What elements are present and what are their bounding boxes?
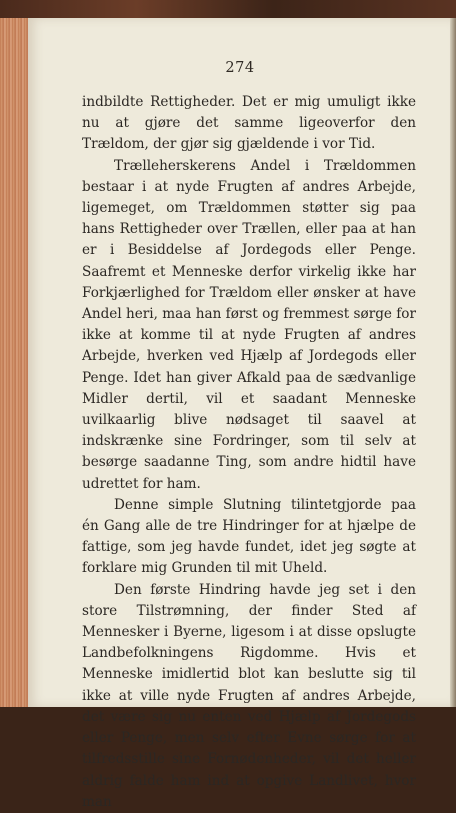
book-top-edge [0,0,456,20]
page-number: 274 [225,60,255,76]
book-page-stack [0,18,30,707]
paragraph-2: Trælleherskerens Andel i Trældommen bestaar i at nyde Frugten af andres Arbejde, ligemeget, om Trældommen støtter sig paa hans Rettigheder over Trællen, eller paa at han er i Besiddelse af Jordegods eller Penge. Saafremt et Menneske derfor virkelig ikke har Forkjærlighed for Trældom eller ønsker at have Andel heri, maa han først og fremmest sørge for ikke at komme til at nyde Frugten af andres Arbejde, hverken ved Hjælp af Jordegods eller Penge. Idet han giver Afkald paa de sædvanlige Midler dertil, vil et saadant Menneske uvilkaarlig blive nødsaget til saavel at indskrænke sine Fordringer, som til selv at besørge saadanne Ting, som andre hidtil have udrettet for ham. [82,157,416,492]
paragraph-3: Denne simple Slutning tilintetgjorde paa én Gang alle de tre Hindringer for at hjælpe de fattige, som jeg havde fundet, idet jeg søgte at forklare mig Grunden til mit Uheld. [82,496,416,577]
page-right-edge [450,18,456,707]
paragraph-4: Den første Hindring havde jeg set i den store Tilstrømning, der finder Sted af Mennesker i Byerne, ligesom i at disse opslugte Landbefolkningens Rigdomme. Hvis et Menneske imidlertid blot kan beslutte sig til ikke at ville nyde Frugten af andres Arbejde, det være sig nu enten ved Hjælp af Jordegods eller Penge, men selv efter Evne sørge for at tilfredsstille sine Fornødenheder, vil det heller aldrig falde ham ind at opgive Landlivet, hvor man [82,581,416,810]
paragraph-1: indbildte Rettigheder. Det er mig umuligt ikke nu at gjøre det samme ligeoverfor den Trældom, der gjør sig gjældende i vor Tid. [82,94,416,153]
body-text [82,92,416,813]
book-page [28,18,452,810]
